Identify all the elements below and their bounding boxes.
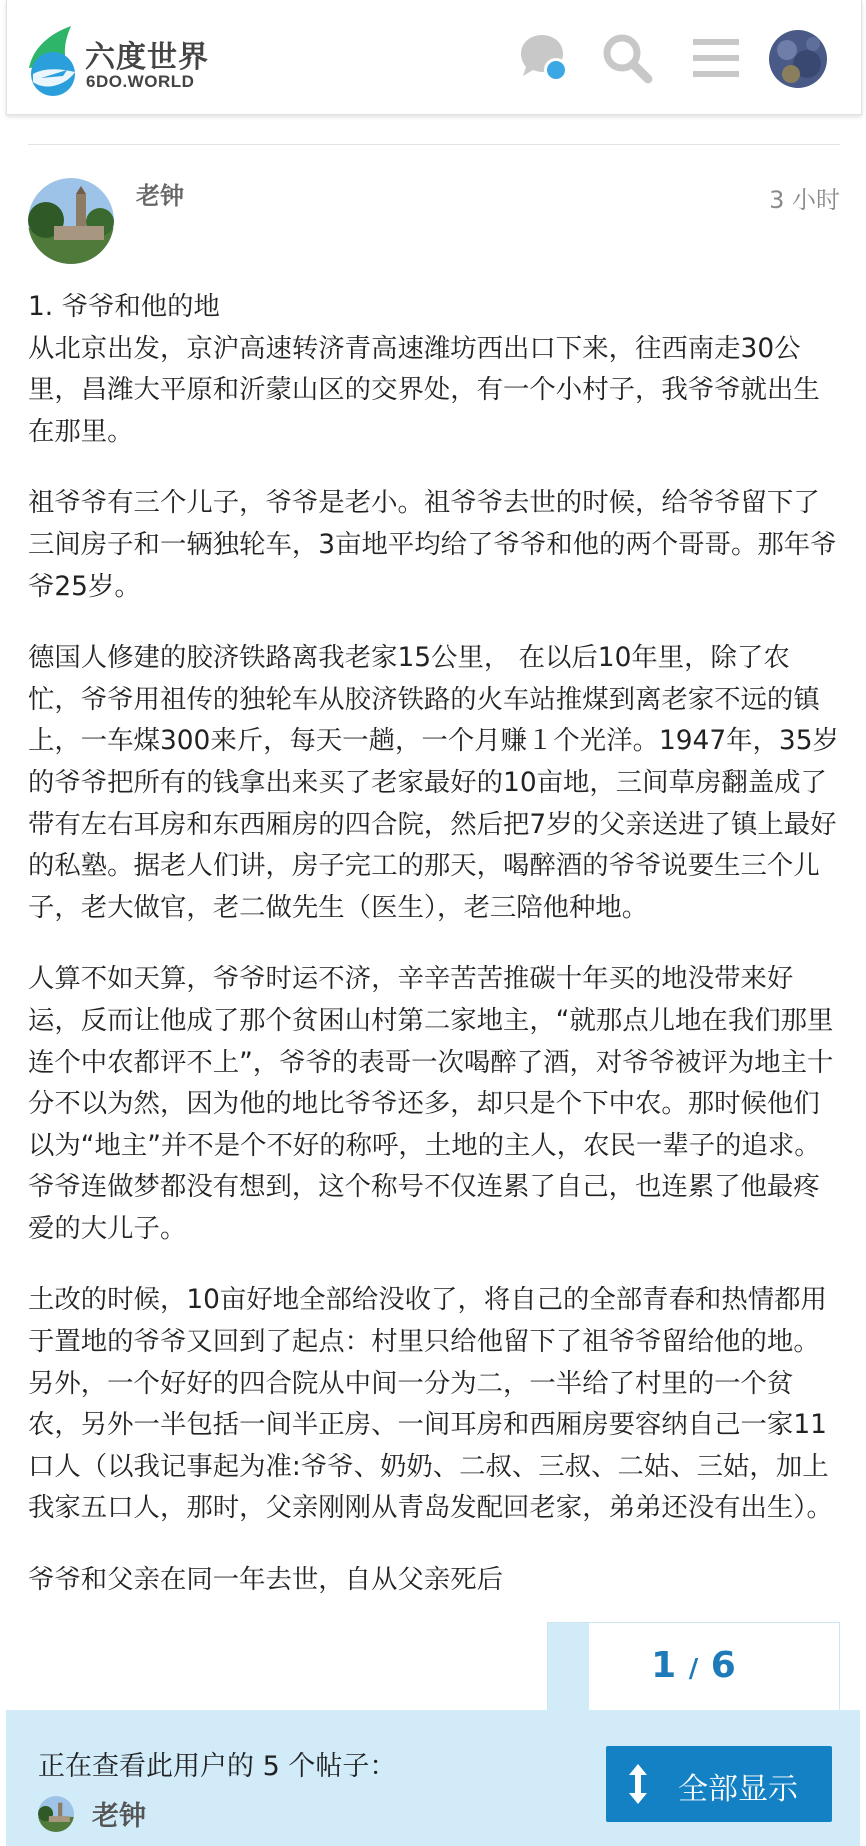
post-paragraph: 爷爷和父亲在同一年去世，自从父亲死后 <box>28 1564 504 1596</box>
progress-separator: / <box>688 1654 699 1684</box>
post-timestamp[interactable]: 3 小时 <box>769 186 840 214</box>
show-all-label: 全部显示 <box>678 1772 798 1807</box>
logo-mark-icon <box>23 22 83 96</box>
post-paragraph: 1. 爷爷和他的地 从北京出发，京沪高速转济青高速潍坊西出口下来，往西南走30公里，昌潍大平原和沂蒙山区的交界处，有一个小村子，我爷爷就出生在那里。 <box>28 291 820 447</box>
post-paragraph: 人算不如天算，爷爷时运不济，辛辛苦苦推碳十年买的地没带来好运，反而让他成了那个贫困山村第二家地主，“就那点儿地在我们那里连个中农都评不上”，爷爷的表哥一次喝醉了酒，对爷爷被评为地主十分不以为然，因为他的地比爷爷还多，却只是个下中农。那时候他们以为“地主”并不是个不好的称呼，土地的主人，农民一辈子的追求。爷爷连做梦都没有想到，这个称号不仅连累了自己，也连累了他最疼爱的大儿子。 <box>28 963 834 1244</box>
post-author-avatar[interactable] <box>28 178 114 264</box>
post-author-name[interactable]: 老钟 <box>136 182 184 210</box>
post-paragraph: 土改的时候，10亩好地全部给没收了，将自己的全部青春和热情都用于置地的爷爷又回到了起点：村里只给他留下了祖爷爷留给他的地。另外，一个好好的四合院从中间一分为二，一半给了村里的一个贫农，另外一半包括一间半正房、一间耳房和西厢房要容纳自己一家11口人（以我记事起为准:爷爷、奶奶、二叔、三叔、二姑、三姑，加上我家五口人，那时，父亲刚刚从青岛发配回老家，弟弟还没有出生）。 <box>28 1284 833 1524</box>
progress-total: 6 <box>710 1645 736 1686</box>
expand-vertical-icon <box>628 1764 648 1804</box>
topic-progress[interactable] <box>547 1622 840 1711</box>
post-content <box>28 286 840 1631</box>
search-icon[interactable] <box>599 30 655 86</box>
filter-user-avatar[interactable] <box>38 1796 74 1832</box>
filter-user-name[interactable]: 老钟 <box>92 1801 146 1832</box>
site-logo[interactable] <box>23 22 213 98</box>
site-header <box>6 0 862 115</box>
user-filter-bar <box>6 1710 860 1846</box>
progress-counter <box>548 1645 839 1686</box>
show-all-button[interactable] <box>606 1746 832 1822</box>
post-paragraph: 祖爷爷有三个儿子，爷爷是老小。祖爷爷去世的时候，给爷爷留下了三间房子和一辆独轮车，3亩地平均给了爷爷和他的两个哥哥。那年爷爷25岁。 <box>28 487 837 602</box>
chat-icon[interactable] <box>515 30 571 86</box>
notification-dot-icon <box>547 61 565 79</box>
filter-description: 正在查看此用户的 5 个帖子： <box>38 1751 397 1782</box>
current-user-avatar[interactable] <box>769 30 827 88</box>
progress-current: 1 <box>651 1645 677 1686</box>
post-paragraph: 德国人修建的胶济铁路离我老家15公里， 在以后10年里，除了农忙，爷爷用祖传的独轮车从胶济铁路的火车站推煤到离老家不远的镇上，一车煤300来斤，每天一趟，一个月赚１个光洋。1947年，35岁的爷爷把所有的钱拿出来买了老家最好的10亩地，三间草房翻盖成了带有左右耳房和东西厢房的四合院，然后把7岁的父亲送进了镇上最好的私塾。据老人们讲，房子完工的那天，喝醉酒的爷爷说要生三个儿子，老大做官，老二做先生（医生），老三陪他种地。 <box>28 642 839 923</box>
logo-chinese-text: 六度世界 <box>85 40 209 75</box>
divider <box>28 144 840 145</box>
menu-icon[interactable] <box>689 30 745 86</box>
logo-english-text: 6DO.WORLD <box>86 72 195 91</box>
